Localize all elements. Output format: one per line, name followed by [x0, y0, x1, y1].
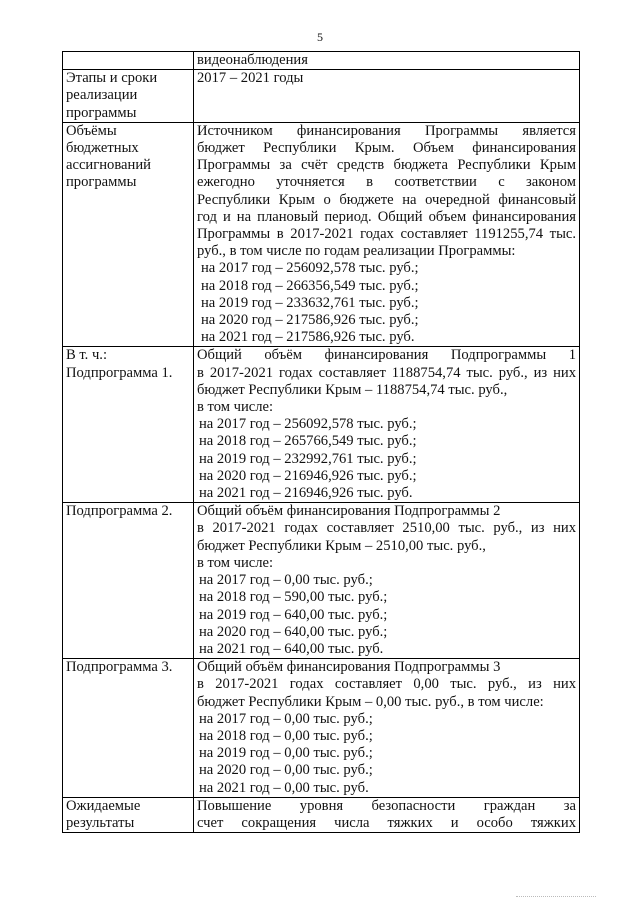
text-line: видеонаблюдения: [197, 52, 308, 68]
row-value: [194, 503, 580, 659]
row-label-empty: [63, 52, 194, 70]
table-row: [63, 122, 580, 347]
year-line: на 2020 год – 640,00 тыс. руб.;: [199, 623, 388, 640]
label-line: Подпрограмма 1.: [66, 364, 173, 381]
label-line: программы: [66, 174, 137, 191]
year-line: на 2017 год – 256092,578 тыс. руб.;: [199, 416, 417, 433]
text-line: бюджет Республики Крым – 0,00 тыс. руб., в том числе:: [197, 693, 544, 710]
text-line: год и на плановый период. Общий объем финансирования: [197, 208, 576, 225]
text-line: в 2017-2021 годах составляет 1188754,74 тыс. руб., из них: [197, 364, 576, 381]
text-line: Программы в 2017-2021 годах составляет 1191255,74 тыс.: [197, 226, 576, 243]
text-line: 2017 – 2021 годы: [197, 70, 304, 87]
year-line: на 2019 год – 640,00 тыс. руб.;: [199, 606, 388, 623]
row-value: [194, 122, 580, 347]
label-line: Подпрограмма 2.: [66, 503, 173, 520]
text-line: в 2017-2021 годах составляет 0,00 тыс. руб., из них: [197, 676, 576, 693]
year-line: на 2021 год – 640,00 тыс. руб.: [199, 640, 384, 657]
label-line: реализации: [66, 87, 138, 104]
label-line: программы: [66, 104, 137, 121]
text-line: бюджет Республики Крым. Объем финансирования: [197, 140, 576, 157]
row-label: [63, 122, 194, 347]
label-line: результаты: [66, 814, 135, 831]
table-row: [63, 347, 580, 503]
label-line: Подпрограмма 3.: [66, 659, 173, 676]
label-line: Объёмы: [66, 122, 117, 139]
text-line: Республики Крым о бюджете на очередной финансовый: [197, 191, 576, 208]
year-line: на 2019 год – 233632,761 тыс. руб.;: [201, 294, 419, 311]
text-line: Общий объём финансирования Подпрограммы 3: [197, 659, 501, 676]
text-line: Повышение уровня безопасности граждан за: [197, 797, 576, 814]
year-line: на 2017 год – 0,00 тыс. руб.;: [199, 710, 373, 727]
label-line: В т. ч.:: [66, 347, 108, 364]
text-line: Общий объём финансирования Подпрограммы 1: [197, 347, 576, 364]
text-line: в том числе:: [197, 554, 274, 571]
year-line: на 2018 год – 266356,549 тыс. руб.;: [201, 277, 419, 294]
row-value: [194, 797, 580, 832]
year-line: на 2021 год – 217586,926 тыс. руб.: [201, 329, 415, 346]
row-label: [63, 659, 194, 798]
table-row: [63, 70, 580, 123]
label-line: бюджетных: [66, 140, 139, 157]
text-line: бюджет Республики Крым – 2510,00 тыс. руб.,: [197, 537, 486, 554]
row-label: [63, 503, 194, 659]
table-row: [63, 797, 580, 832]
row-value: [194, 52, 580, 70]
table-row: [63, 52, 580, 70]
year-line: на 2019 год – 0,00 тыс. руб.;: [199, 745, 373, 762]
row-label: [63, 797, 194, 832]
year-line: на 2020 год – 0,00 тыс. руб.;: [199, 762, 373, 779]
scan-artifact: [516, 895, 596, 897]
year-line: на 2017 год – 256092,578 тыс. руб.;: [201, 260, 419, 277]
program-passport-table: [62, 51, 580, 833]
year-line: на 2021 год – 216946,926 тыс. руб.: [199, 485, 413, 502]
year-line: на 2017 год – 0,00 тыс. руб.;: [199, 572, 373, 589]
text-line: руб., в том числе по годам реализации Программы:: [197, 243, 516, 260]
year-line: на 2019 год – 232992,761 тыс. руб.;: [199, 450, 417, 467]
text-line: в том числе:: [197, 399, 274, 416]
year-line: на 2018 год – 265766,549 тыс. руб.;: [199, 433, 417, 450]
year-line: на 2021 год – 0,00 тыс. руб.: [199, 779, 369, 796]
text-line: бюджет Республики Крым – 1188754,74 тыс. руб.,: [197, 381, 508, 398]
row-label: [63, 347, 194, 503]
text-line: ежегодно уточняется в соответствии с законом: [197, 174, 576, 191]
text-line: Программы за счёт средств бюджета Республики Крым: [197, 157, 576, 174]
label-line: Этапы и сроки: [66, 70, 158, 87]
table-row: [63, 659, 580, 798]
year-line: на 2020 год – 216946,926 тыс. руб.;: [199, 467, 417, 484]
row-value: [194, 70, 580, 123]
year-line: на 2018 год – 590,00 тыс. руб.;: [199, 589, 388, 606]
text-line: Источником финансирования Программы является: [197, 122, 576, 139]
label-line: ассигнований: [66, 157, 151, 174]
text-line: счет сокращения числа тяжких и особо тяжких: [197, 814, 576, 831]
row-label: [63, 70, 194, 123]
text-line: Общий объём финансирования Подпрограммы 2: [197, 503, 501, 520]
year-line: на 2020 год – 217586,926 тыс. руб.;: [201, 312, 419, 329]
label-line: Ожидаемые: [66, 797, 141, 814]
year-line: на 2018 год – 0,00 тыс. руб.;: [199, 727, 373, 744]
text-line: в 2017-2021 годах составляет 2510,00 тыс. руб., из них: [197, 520, 576, 537]
page-number: 5: [317, 30, 323, 44]
row-value: [194, 347, 580, 503]
row-value: [194, 659, 580, 798]
table-row: [63, 503, 580, 659]
